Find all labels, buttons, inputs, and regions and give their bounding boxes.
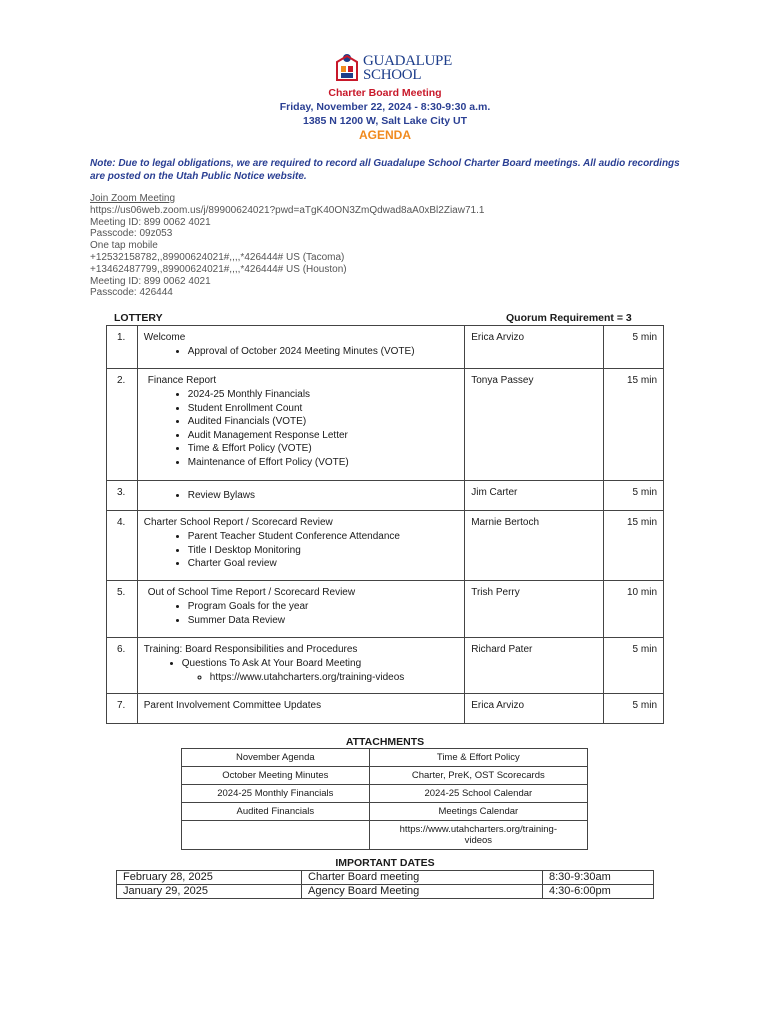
item-presenter: Tonya Passey: [465, 369, 604, 481]
item-presenter: Erica Arvizo: [465, 326, 604, 369]
zoom-meeting-id-2: Meeting ID: 899 0062 4021: [90, 275, 211, 287]
zoom-passcode-2: Passcode: 426444: [90, 287, 173, 299]
item-time: 5 min: [604, 638, 664, 694]
item-title: Charter School Report / Scorecard Review: [143, 517, 333, 528]
time-cell: 4:30-6:00pm: [543, 885, 654, 899]
item-bullet: • Time & Effort Policy (VOTE): [188, 442, 458, 456]
item-bullet: • Review Bylaws: [188, 489, 458, 503]
item-bullet: • Audit Management Response Letter: [188, 429, 458, 443]
item-presenter: Marnie Bertoch: [465, 511, 604, 581]
agenda-row: [107, 694, 664, 724]
agenda-row: [107, 581, 664, 638]
item-description: [137, 369, 464, 481]
item-number: 1.: [107, 326, 138, 369]
agenda-row: [107, 326, 664, 369]
meeting-title: Charter Board Meeting: [328, 87, 442, 99]
recording-note: Note: Due to legal obligations, we are required to record all Guadalupe School Charter Board meetings. All audio recordings are posted on the Utah Public Notice website.: [90, 158, 680, 182]
attachment-row: [182, 749, 588, 767]
item-number: 6.: [107, 638, 138, 694]
attachment-cell: Meetings Calendar: [369, 803, 587, 821]
attachments-heading: ATTACHMENTS: [345, 736, 425, 748]
item-bullet: • Approval of October 2024 Meeting Minutes (VOTE): [188, 345, 458, 359]
important-dates-heading: IMPORTANT DATES: [335, 857, 435, 869]
item-time: 5 min: [604, 481, 664, 511]
attachment-row: [182, 821, 588, 850]
attachment-cell: [182, 821, 370, 850]
attachment-row: [182, 785, 588, 803]
item-description: [137, 481, 464, 511]
event-cell: Agency Board Meeting: [302, 885, 543, 899]
item-bullet: [182, 657, 458, 684]
agenda-row: [107, 511, 664, 581]
item-bullet: • Maintenance of Effort Policy (VOTE): [188, 456, 458, 470]
item-presenter: Erica Arvizo: [465, 694, 604, 724]
zoom-info: [90, 193, 484, 299]
zoom-url[interactable]: https://us06web.zoom.us/j/89900624021?pwd=aTgK40ON3ZmQdwad8aA0xBl2Ziaw71.1: [90, 204, 485, 216]
lottery-label: LOTTERY: [114, 312, 163, 324]
agenda-row: [107, 638, 664, 694]
item-title: Welcome: [143, 332, 186, 343]
item-title: Finance Report: [147, 375, 217, 386]
school-logo: [333, 52, 451, 84]
attachment-cell: Time & Effort Policy: [369, 749, 587, 767]
attachment-link-cell[interactable]: https://www.utahcharters.org/training-videos: [369, 821, 587, 850]
meeting-address: 1385 N 1200 W, Salt Lake City UT: [303, 115, 467, 127]
item-number: 3.: [107, 481, 138, 511]
logo-text-line2: SCHOOL: [363, 67, 422, 83]
school-logo-icon: [333, 52, 361, 82]
item-title: Out of School Time Report / Scorecard Review: [147, 587, 356, 598]
join-zoom-link[interactable]: Join Zoom Meeting: [90, 193, 176, 204]
item-presenter: Richard Pater: [465, 638, 604, 694]
item-bullet: • Student Enrollment Count: [188, 402, 458, 416]
attachment-cell: 2024-25 School Calendar: [369, 785, 587, 803]
attachment-cell: October Meeting Minutes: [182, 767, 370, 785]
item-bullet: • Title I Desktop Monitoring: [188, 544, 458, 558]
item-bullet: • Charter Goal review: [188, 557, 458, 571]
item-number: 4.: [107, 511, 138, 581]
agenda-row: [107, 481, 664, 511]
item-time: 5 min: [604, 326, 664, 369]
meeting-datetime: Friday, November 22, 2024 - 8:30-9:30 a.m.: [279, 101, 491, 113]
item-bullet: • Audited Financials (VOTE): [188, 415, 458, 429]
item-bullet: • Program Goals for the year: [188, 600, 458, 614]
date-row: [117, 871, 654, 885]
event-cell: Charter Board meeting: [302, 871, 543, 885]
item-bullet: • Parent Teacher Student Conference Attendance: [188, 530, 458, 544]
item-time: 15 min: [604, 511, 664, 581]
item-bullet: • 2024-25 Monthly Financials: [188, 388, 458, 402]
attachment-cell: 2024-25 Monthly Financials: [182, 785, 370, 803]
logo-text-line1: GUADALUPE: [363, 53, 452, 69]
attachment-cell: Charter, PreK, OST Scorecards: [369, 767, 587, 785]
zoom-passcode: Passcode: 09z053: [90, 228, 173, 240]
item-number: 2.: [107, 369, 138, 481]
attachment-row: [182, 803, 588, 821]
phone-tacoma: +12532158782,,89900624021#,,,,*426444# US (Tacoma): [90, 251, 345, 263]
agenda-heading: AGENDA: [358, 128, 411, 142]
item-description: [137, 326, 464, 369]
attachments-table: [181, 748, 588, 850]
item-title: Training: Board Responsibilities and Procedures: [143, 644, 358, 655]
agenda-row: [107, 369, 664, 481]
item-bullet: • Summer Data Review: [188, 614, 458, 628]
item-number: 5.: [107, 581, 138, 638]
item-bullet-text: Questions To Ask At Your Board Meeting: [181, 658, 362, 669]
one-tap-label: One tap mobile: [90, 240, 158, 252]
attachment-cell: Audited Financials: [182, 803, 370, 821]
item-description: [137, 581, 464, 638]
time-cell: 8:30-9:30am: [543, 871, 654, 885]
date-cell: January 29, 2025: [117, 885, 302, 899]
quorum-label: Quorum Requirement = 3: [506, 312, 632, 324]
item-presenter: Trish Perry: [465, 581, 604, 638]
item-time: 10 min: [604, 581, 664, 638]
attachment-row: [182, 767, 588, 785]
training-videos-link[interactable]: ◦ https://www.utahcharters.org/training-videos: [210, 671, 458, 685]
item-presenter: Jim Carter: [465, 481, 604, 511]
date-row: [117, 885, 654, 899]
agenda-table: [106, 325, 664, 724]
important-dates-table: [116, 870, 654, 899]
phone-houston: +13462487799,,89900624021#,,,,*426444# US (Houston): [90, 263, 347, 275]
date-cell: February 28, 2025: [117, 871, 302, 885]
item-time: 5 min: [604, 694, 664, 724]
item-title: Parent Involvement Committee Updates: [137, 694, 464, 724]
item-time: 15 min: [604, 369, 664, 481]
item-number: 7.: [107, 694, 138, 724]
item-description: [137, 511, 464, 581]
item-description: [137, 638, 464, 694]
zoom-meeting-id: Meeting ID: 899 0062 4021: [90, 216, 211, 228]
attachment-cell: November Agenda: [182, 749, 370, 767]
